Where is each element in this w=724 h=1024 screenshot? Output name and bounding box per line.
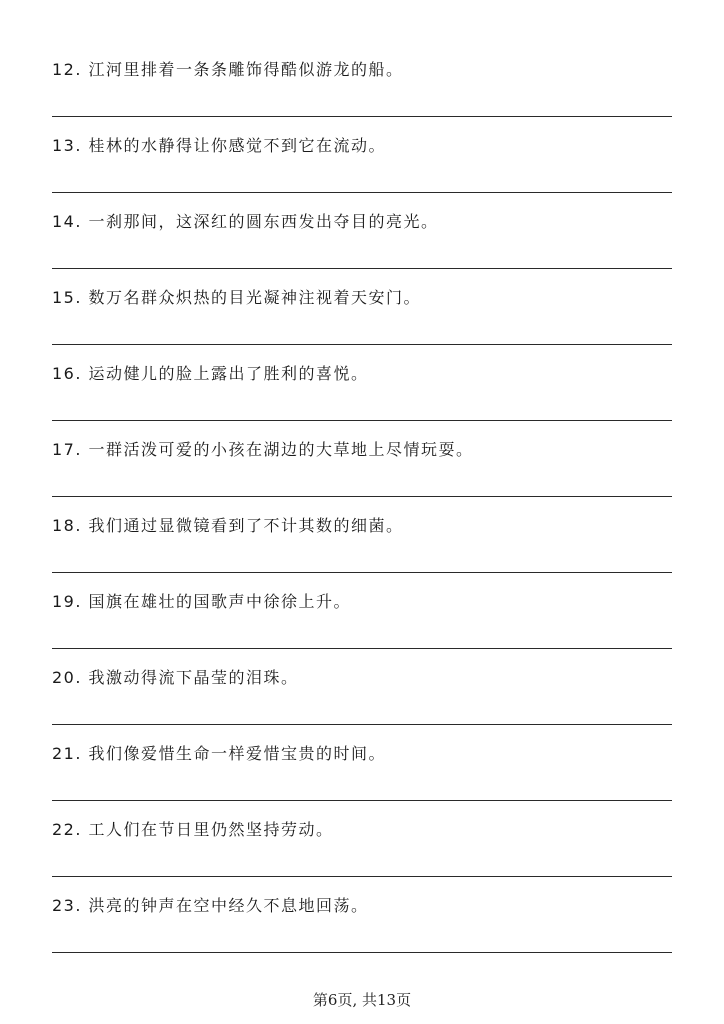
answer-line[interactable]	[52, 876, 672, 877]
exercise-sentence: 12. 江河里排着一条条雕饰得酷似游龙的船。	[52, 60, 404, 79]
page-number-footer: 第6页, 共13页	[312, 991, 412, 1009]
answer-line[interactable]	[52, 724, 672, 725]
exercise-item-18	[52, 516, 672, 592]
exercise-sentence: 14. 一刹那间，这深红的圆东西发出夺目的亮光。	[52, 212, 439, 231]
answer-line[interactable]	[52, 344, 672, 345]
exercise-item-19	[52, 592, 672, 668]
exercise-sentence: 13. 桂林的水静得让你感觉不到它在流动。	[52, 136, 387, 155]
answer-line[interactable]	[52, 572, 672, 573]
answer-line[interactable]	[52, 268, 672, 269]
exercise-sentence: 19. 国旗在雄壮的国歌声中徐徐上升。	[52, 592, 352, 611]
answer-line[interactable]	[52, 420, 672, 421]
exercise-sentence: 21. 我们像爱惜生命一样爱惜宝贵的时间。	[52, 744, 387, 763]
exercise-item-15	[52, 288, 672, 364]
exercise-item-14	[52, 212, 672, 288]
exercise-item-21	[52, 744, 672, 820]
exercise-sentence: 15. 数万名群众炽热的目光凝神注视着天安门。	[52, 288, 422, 307]
answer-line[interactable]	[52, 952, 672, 953]
exercise-item-17	[52, 440, 672, 516]
exercise-item-16	[52, 364, 672, 440]
exercise-item-22	[52, 820, 672, 896]
answer-line[interactable]	[52, 800, 672, 801]
exercise-item-13	[52, 136, 672, 212]
exercise-item-23	[52, 896, 672, 972]
answer-line[interactable]	[52, 116, 672, 117]
answer-line[interactable]	[52, 496, 672, 497]
exercise-sentence: 23. 洪亮的钟声在空中经久不息地回荡。	[52, 896, 369, 915]
exercise-item-12	[52, 60, 672, 136]
exercise-sentence: 18. 我们通过显微镜看到了不计其数的细菌。	[52, 516, 404, 535]
exercise-sentence: 20. 我激动得流下晶莹的泪珠。	[52, 668, 299, 687]
answer-line[interactable]	[52, 192, 672, 193]
answer-line[interactable]	[52, 648, 672, 649]
exercise-sentence: 17. 一群活泼可爱的小孩在湖边的大草地上尽情玩耍。	[52, 440, 474, 459]
exercise-item-20	[52, 668, 672, 744]
exercise-sentence: 22. 工人们在节日里仍然坚持劳动。	[52, 820, 334, 839]
exercise-sentence: 16. 运动健儿的脸上露出了胜利的喜悦。	[52, 364, 369, 383]
